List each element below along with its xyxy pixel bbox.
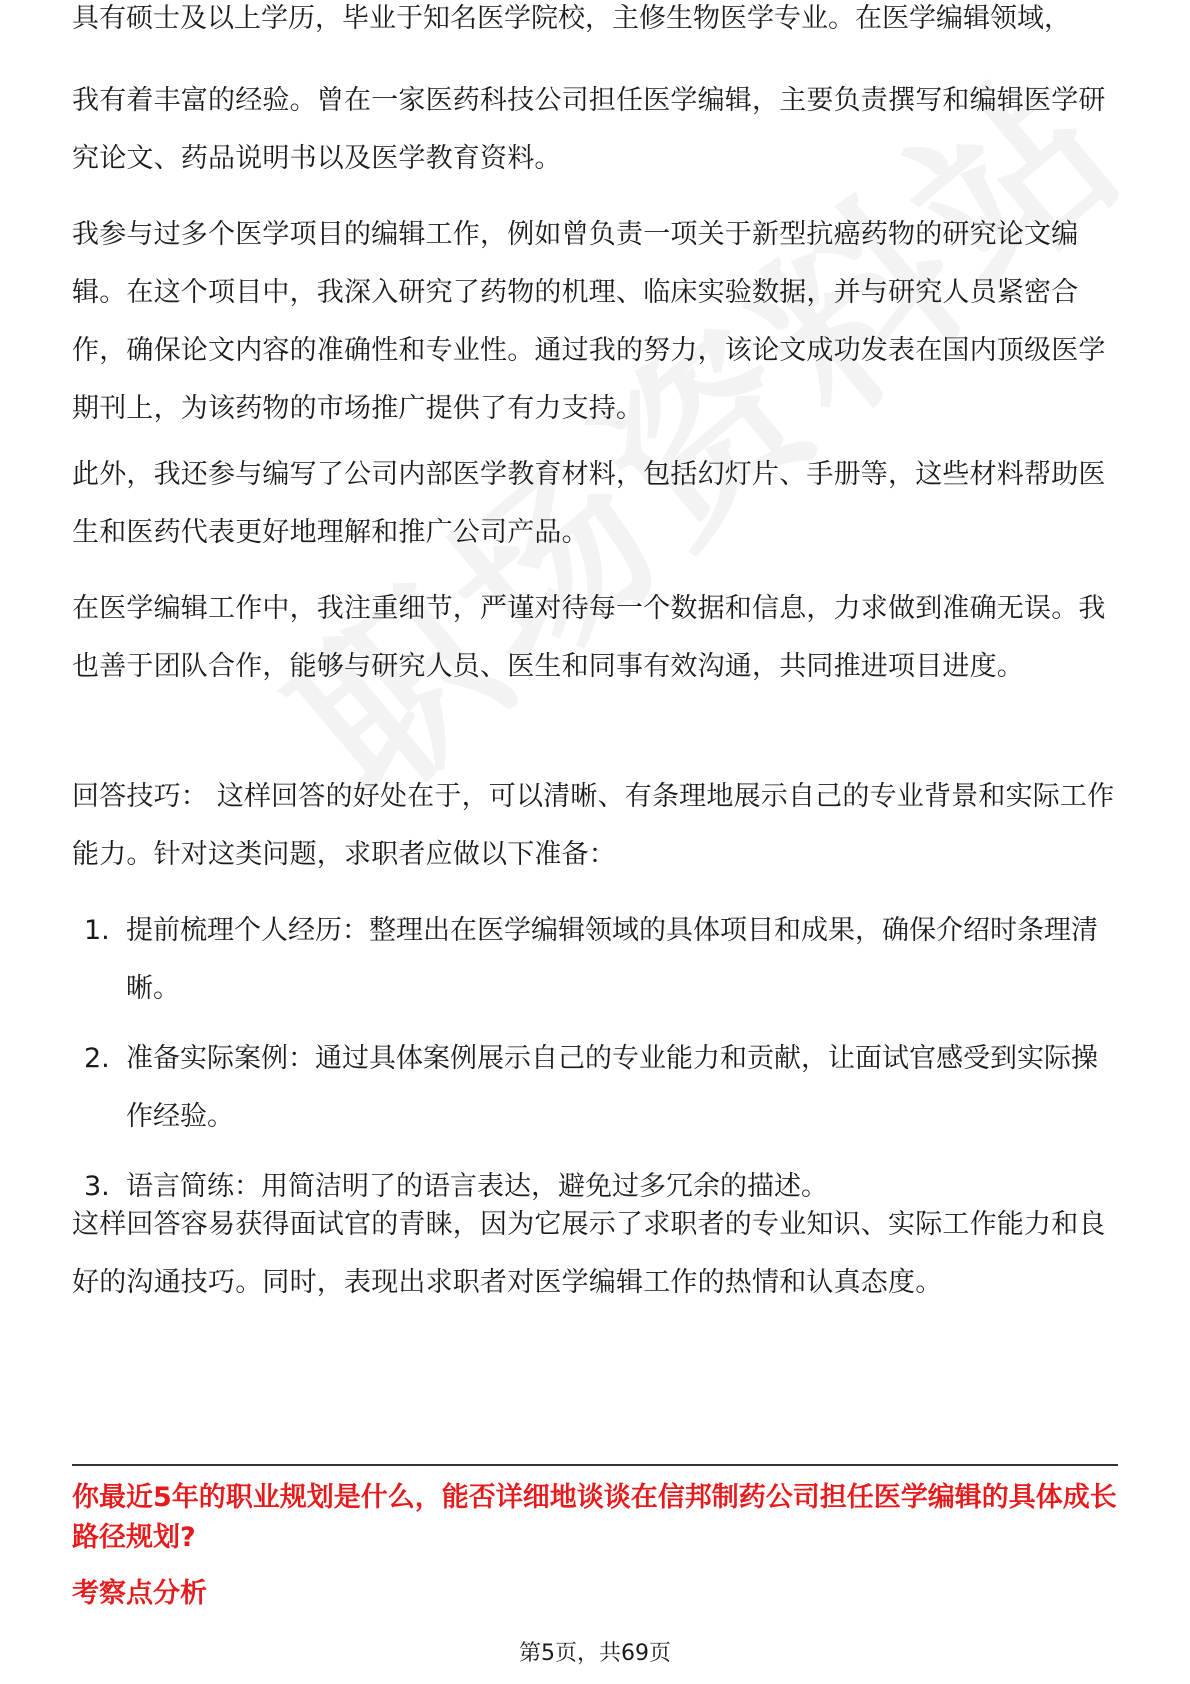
section-divider xyxy=(72,1464,1118,1466)
paragraph-project: 我参与过多个医学项目的编辑工作，例如曾负责一项关于新型抗癌药物的研究论文编辑。在这个项目中，我深入研究了药物的机理、临床实验数据，并与研究人员紧密合作，确保论文内容的准确性和专业性。通过我的努力，该论文成功发表在国内顶级医学期刊上，为该药物的市场推广提供了有力支持。 xyxy=(72,219,1106,424)
paragraph-work-style: 在医学编辑工作中，我注重细节，严谨对待每一个数据和信息，力求做到准确无误。我也善于团队合作，能够与研究人员、医生和同事有效沟通，共同推进项目进度。 xyxy=(72,593,1106,682)
tips-list xyxy=(72,902,1118,1228)
list-item-number: 3. xyxy=(84,1171,110,1202)
list-item-number: 1. xyxy=(84,915,110,946)
list-item-text: 提前梳理个人经历：整理出在医学编辑领域的具体项目和成果，确保介绍时条理清晰。 xyxy=(126,915,1098,1004)
paragraph-answer-tips: 回答技巧： 这样回答的好处在于，可以清晰、有条理地展示自己的专业背景和实际工作能力。针对这类问题，求职者应做以下准备： xyxy=(72,781,1115,870)
page-number-footer: 第5页，共69页 xyxy=(519,1641,671,1666)
list-item xyxy=(72,902,1118,1018)
paragraph-materials: 此外，我还参与编写了公司内部医学教育材料，包括幻灯片、手册等，这些材料帮助医生和医药代表更好地理解和推广公司产品。 xyxy=(72,459,1106,548)
list-item-text: 语言简练：用简洁明了的语言表达，避免过多冗余的描述。 xyxy=(126,1171,828,1202)
list-item-text: 准备实际案例：通过具体案例展示自己的专业能力和贡献，让面试官感受到实际操作经验。 xyxy=(126,1043,1098,1132)
list-item xyxy=(72,1030,1118,1146)
cut-off-text: 具有硕士及以上学历，毕业于知名医学院校，主修生物医学专业。在医学编辑领域， xyxy=(72,3,1071,34)
paragraph-experience: 我有着丰富的经验。曾在一家医药科技公司担任医学编辑，主要负责撰写和编辑医学研究论文、药品说明书以及医学教育资料。 xyxy=(72,85,1106,174)
cut-off-text-line xyxy=(72,3,1118,48)
question-heading: 你最近5年的职业规划是什么，能否详细地谈谈在信邦制药公司担任医学编辑的具体成长路径规划? xyxy=(72,1482,1117,1553)
analysis-heading: 考察点分析 xyxy=(72,1578,207,1609)
list-item-number: 2. xyxy=(84,1043,110,1074)
paragraph-closing: 这样回答容易获得面试官的青睐，因为它展示了求职者的专业知识、实际工作能力和良好的沟通技巧。同时，表现出求职者对医学编辑工作的热情和认真态度。 xyxy=(72,1209,1106,1298)
